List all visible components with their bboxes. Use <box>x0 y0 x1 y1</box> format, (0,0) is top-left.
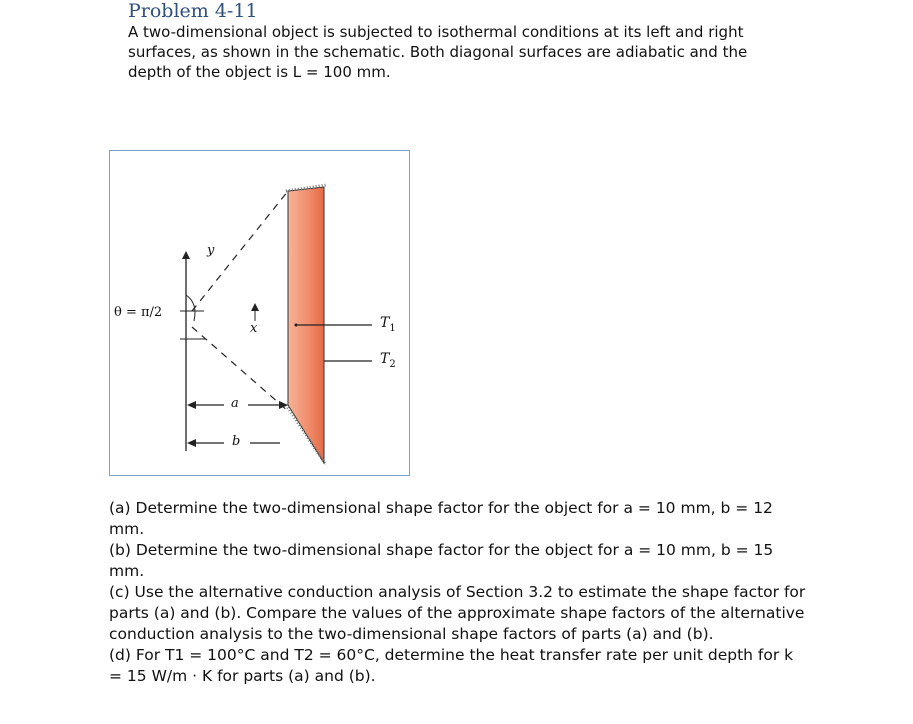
question-a: (a) Determine the two-dimensional shape factor for the object for a = 10 mm, b = 12 mm. <box>109 499 773 538</box>
question-d: (d) For T1 = 100°C and T2 = 60°C, determine the heat transfer rate per unit depth for k = 15 W/m · K for parts (a) and (b). <box>109 646 794 685</box>
dimension-b-label: b <box>232 434 241 449</box>
lower-dashed-line <box>192 327 288 411</box>
schematic-figure <box>109 150 410 476</box>
t1-subscript: 1 <box>389 322 396 334</box>
dimension-a-label: a <box>231 396 239 411</box>
question-list <box>109 498 809 687</box>
y-axis-arrow <box>182 251 190 259</box>
x-axis-label: x <box>250 321 258 336</box>
question-c: (c) Use the alternative conduction analysis of Section 3.2 to estimate the shape factor for parts (a) and (b). Compare the values of the approximate shape factors of the alternative conduction analysis to the two-dimensional shape factors of parts (a) and (b). <box>109 583 806 643</box>
dimension-a-left-arrow <box>187 401 196 409</box>
t1-dot <box>295 324 298 327</box>
y-axis-label: y <box>207 243 215 258</box>
t2-subscript: 2 <box>389 358 396 370</box>
t2-label <box>380 351 396 370</box>
t2-symbol: T <box>380 351 390 367</box>
dimension-b-left-arrow <box>187 439 196 447</box>
t1-label <box>380 315 396 334</box>
question-b: (b) Determine the two-dimensional shape factor for the object for a = 10 mm, b = 15 mm. <box>109 541 774 580</box>
problem-title: Problem 4-11 <box>128 0 258 22</box>
problem-intro: A two-dimensional object is subjected to isothermal conditions at its left and right surfaces, as shown in the schematic. Both diagonal surfaces are adiabatic and the depth of the object is L = 100 mm. <box>128 23 748 81</box>
t1-symbol: T <box>380 315 390 331</box>
x-arrow <box>251 303 259 311</box>
theta-label: θ = π/2 <box>114 305 163 320</box>
